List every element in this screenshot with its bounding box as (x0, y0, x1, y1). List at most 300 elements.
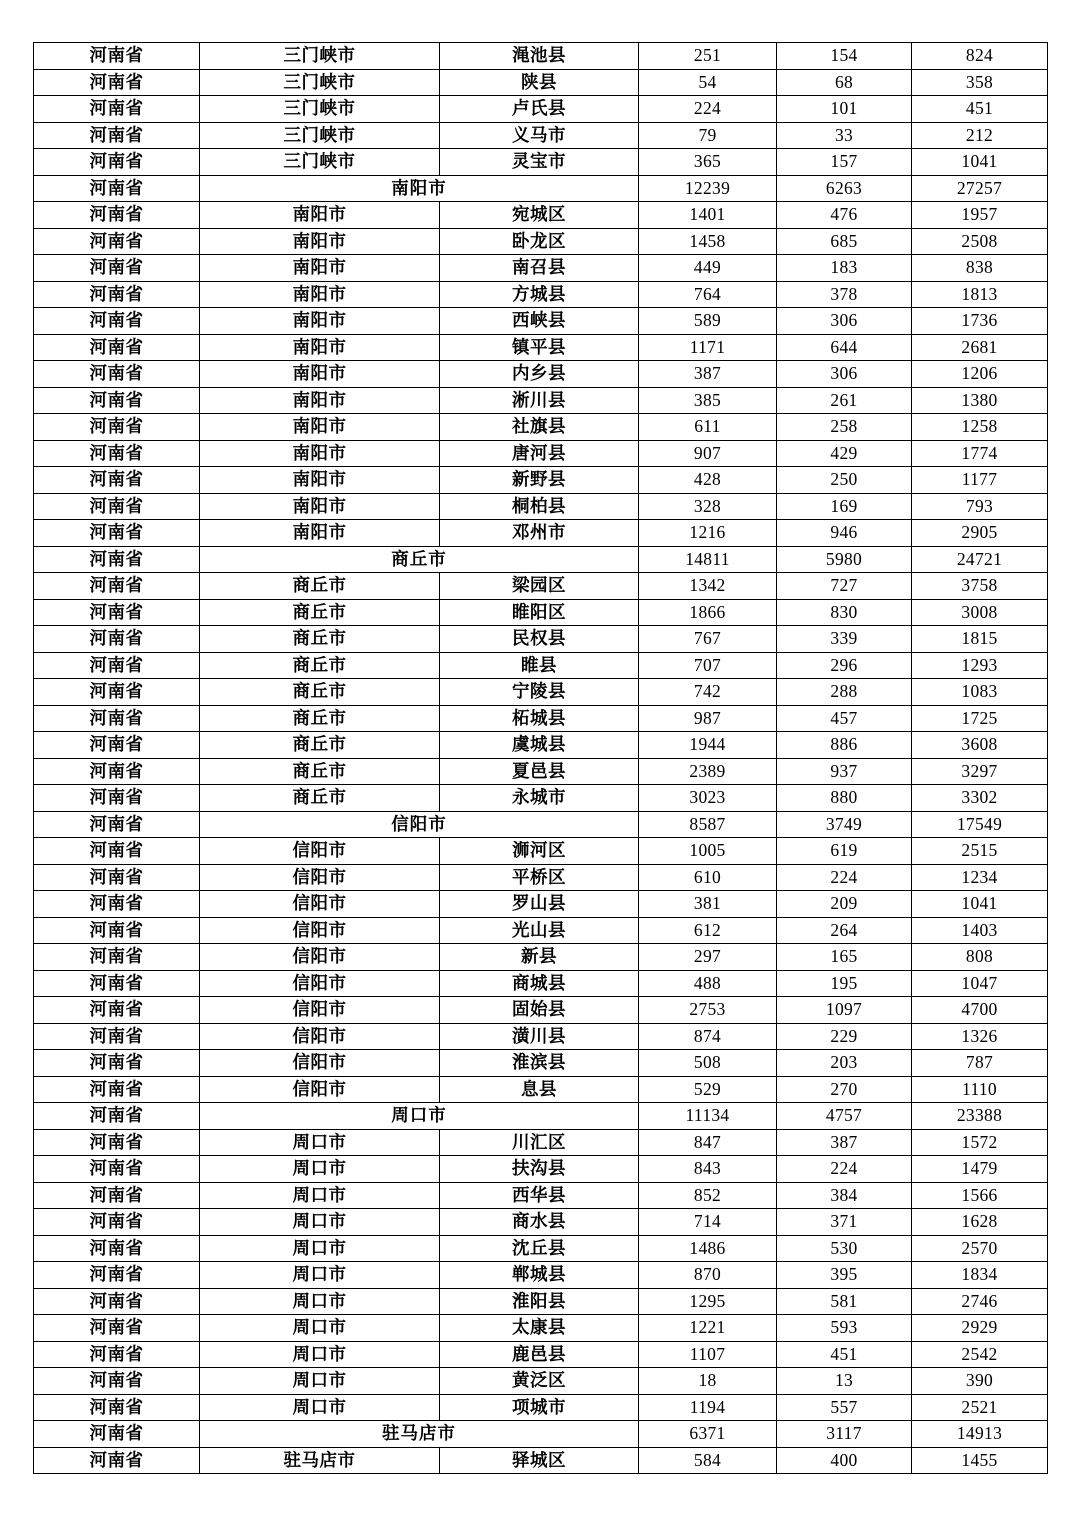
cell-city: 南阳市 (200, 308, 440, 335)
table-row (34, 599, 1048, 626)
cell-province: 河南省 (34, 281, 200, 308)
cell-city: 信阳市 (200, 838, 440, 865)
table-row (34, 944, 1048, 971)
cell-county: 灵宝市 (440, 149, 639, 176)
table-row (34, 758, 1048, 785)
cell-city: 周口市 (200, 1394, 440, 1421)
cell-province: 河南省 (34, 334, 200, 361)
cell-value-3: 3758 (912, 573, 1048, 600)
cell-value-2: 400 (777, 1447, 912, 1474)
cell-value-3: 793 (912, 493, 1048, 520)
cell-city: 三门峡市 (200, 122, 440, 149)
cell-value-1: 987 (639, 705, 777, 732)
cell-value-3: 27257 (912, 175, 1048, 202)
cell-city: 南阳市 (200, 520, 440, 547)
cell-value-1: 843 (639, 1156, 777, 1183)
cell-city: 南阳市 (200, 440, 440, 467)
cell-county: 桐柏县 (440, 493, 639, 520)
cell-value-2: 33 (777, 122, 912, 149)
cell-province: 河南省 (34, 467, 200, 494)
cell-province: 河南省 (34, 599, 200, 626)
table-row (34, 838, 1048, 865)
cell-value-1: 1342 (639, 573, 777, 600)
cell-value-1: 365 (639, 149, 777, 176)
cell-value-2: 619 (777, 838, 912, 865)
table-row (34, 1341, 1048, 1368)
cell-city: 商丘市 (200, 652, 440, 679)
cell-city-total: 周口市 (200, 1103, 639, 1130)
cell-value-1: 847 (639, 1129, 777, 1156)
cell-value-3: 787 (912, 1050, 1048, 1077)
cell-province: 河南省 (34, 758, 200, 785)
cell-value-3: 2570 (912, 1235, 1048, 1262)
cell-value-2: 224 (777, 1156, 912, 1183)
cell-county: 罗山县 (440, 891, 639, 918)
cell-province: 河南省 (34, 1394, 200, 1421)
table-row (34, 1262, 1048, 1289)
table-row (34, 361, 1048, 388)
cell-county: 太康县 (440, 1315, 639, 1342)
cell-value-1: 742 (639, 679, 777, 706)
cell-city-total: 商丘市 (200, 546, 639, 573)
cell-value-3: 2542 (912, 1341, 1048, 1368)
cell-city: 信阳市 (200, 891, 440, 918)
cell-value-1: 488 (639, 970, 777, 997)
cell-value-3: 1258 (912, 414, 1048, 441)
cell-province: 河南省 (34, 811, 200, 838)
cell-province: 河南省 (34, 573, 200, 600)
cell-value-3: 1041 (912, 891, 1048, 918)
cell-province: 河南省 (34, 1368, 200, 1395)
cell-city: 周口市 (200, 1235, 440, 1262)
cell-value-3: 3302 (912, 785, 1048, 812)
cell-value-1: 1194 (639, 1394, 777, 1421)
cell-value-1: 3023 (639, 785, 777, 812)
table-row (34, 467, 1048, 494)
cell-value-3: 390 (912, 1368, 1048, 1395)
cell-city: 南阳市 (200, 414, 440, 441)
cell-city: 信阳市 (200, 1076, 440, 1103)
cell-value-3: 824 (912, 43, 1048, 70)
cell-city: 商丘市 (200, 732, 440, 759)
cell-province: 河南省 (34, 1421, 200, 1448)
cell-value-2: 13 (777, 1368, 912, 1395)
cell-county: 淮阳县 (440, 1288, 639, 1315)
cell-value-1: 767 (639, 626, 777, 653)
cell-county: 淮滨县 (440, 1050, 639, 1077)
table-row (34, 228, 1048, 255)
table-row (34, 1394, 1048, 1421)
cell-value-1: 6371 (639, 1421, 777, 1448)
cell-value-3: 1083 (912, 679, 1048, 706)
cell-value-3: 1957 (912, 202, 1048, 229)
cell-province: 河南省 (34, 1262, 200, 1289)
cell-city: 信阳市 (200, 864, 440, 891)
cell-value-3: 1566 (912, 1182, 1048, 1209)
cell-value-2: 593 (777, 1315, 912, 1342)
cell-value-2: 339 (777, 626, 912, 653)
cell-value-2: 395 (777, 1262, 912, 1289)
cell-value-1: 529 (639, 1076, 777, 1103)
cell-value-3: 1736 (912, 308, 1048, 335)
table-row (34, 122, 1048, 149)
cell-province: 河南省 (34, 732, 200, 759)
cell-city: 南阳市 (200, 387, 440, 414)
cell-city: 信阳市 (200, 1023, 440, 1050)
cell-value-1: 328 (639, 493, 777, 520)
cell-county: 黄泛区 (440, 1368, 639, 1395)
cell-city: 南阳市 (200, 281, 440, 308)
table-row (34, 255, 1048, 282)
cell-county: 社旗县 (440, 414, 639, 441)
cell-city-total: 信阳市 (200, 811, 639, 838)
cell-province: 河南省 (34, 652, 200, 679)
cell-city-total: 南阳市 (200, 175, 639, 202)
cell-value-1: 1486 (639, 1235, 777, 1262)
cell-province: 河南省 (34, 705, 200, 732)
cell-province: 河南省 (34, 69, 200, 96)
cell-county: 西峡县 (440, 308, 639, 335)
cell-value-3: 1177 (912, 467, 1048, 494)
cell-value-1: 612 (639, 917, 777, 944)
cell-value-3: 3297 (912, 758, 1048, 785)
cell-value-1: 251 (639, 43, 777, 70)
cell-county: 镇平县 (440, 334, 639, 361)
cell-value-2: 183 (777, 255, 912, 282)
table-row (34, 732, 1048, 759)
cell-county: 宁陵县 (440, 679, 639, 706)
table-row (34, 387, 1048, 414)
cell-city: 周口市 (200, 1262, 440, 1289)
cell-province: 河南省 (34, 1023, 200, 1050)
cell-value-3: 1774 (912, 440, 1048, 467)
cell-value-1: 18 (639, 1368, 777, 1395)
cell-city: 商丘市 (200, 679, 440, 706)
cell-value-1: 610 (639, 864, 777, 891)
cell-value-2: 727 (777, 573, 912, 600)
cell-value-1: 1171 (639, 334, 777, 361)
cell-county: 卢氏县 (440, 96, 639, 123)
table-row (34, 440, 1048, 467)
cell-value-2: 644 (777, 334, 912, 361)
cell-city: 信阳市 (200, 917, 440, 944)
cell-value-2: 685 (777, 228, 912, 255)
cell-county: 夏邑县 (440, 758, 639, 785)
cell-value-3: 2521 (912, 1394, 1048, 1421)
cell-value-1: 449 (639, 255, 777, 282)
cell-value-3: 1047 (912, 970, 1048, 997)
cell-county: 息县 (440, 1076, 639, 1103)
cell-value-1: 764 (639, 281, 777, 308)
cell-value-1: 54 (639, 69, 777, 96)
cell-value-3: 3008 (912, 599, 1048, 626)
table-row (34, 175, 1048, 202)
table-row (34, 1182, 1048, 1209)
cell-county: 南召县 (440, 255, 639, 282)
cell-county: 永城市 (440, 785, 639, 812)
cell-province: 河南省 (34, 440, 200, 467)
table-row (34, 573, 1048, 600)
cell-value-3: 2905 (912, 520, 1048, 547)
cell-province: 河南省 (34, 785, 200, 812)
cell-value-1: 589 (639, 308, 777, 335)
cell-province: 河南省 (34, 122, 200, 149)
cell-value-3: 3608 (912, 732, 1048, 759)
cell-value-2: 270 (777, 1076, 912, 1103)
cell-county: 驿城区 (440, 1447, 639, 1474)
table-row (34, 308, 1048, 335)
cell-value-1: 387 (639, 361, 777, 388)
cell-city: 三门峡市 (200, 149, 440, 176)
cell-province: 河南省 (34, 917, 200, 944)
cell-value-1: 224 (639, 96, 777, 123)
cell-city: 三门峡市 (200, 69, 440, 96)
cell-county: 柘城县 (440, 705, 639, 732)
cell-value-2: 261 (777, 387, 912, 414)
cell-value-2: 250 (777, 467, 912, 494)
cell-county: 虞城县 (440, 732, 639, 759)
table-row (34, 997, 1048, 1024)
cell-value-3: 2746 (912, 1288, 1048, 1315)
table-row (34, 652, 1048, 679)
table-row (34, 785, 1048, 812)
cell-county: 商水县 (440, 1209, 639, 1236)
cell-province: 河南省 (34, 864, 200, 891)
table-row (34, 679, 1048, 706)
cell-city: 南阳市 (200, 255, 440, 282)
cell-value-2: 451 (777, 1341, 912, 1368)
cell-value-2: 937 (777, 758, 912, 785)
table-row (34, 202, 1048, 229)
cell-value-1: 508 (639, 1050, 777, 1077)
cell-value-2: 5980 (777, 546, 912, 573)
cell-province: 河南省 (34, 361, 200, 388)
cell-city: 驻马店市 (200, 1447, 440, 1474)
cell-value-1: 428 (639, 467, 777, 494)
cell-value-2: 169 (777, 493, 912, 520)
cell-county: 郸城县 (440, 1262, 639, 1289)
cell-county: 渑池县 (440, 43, 639, 70)
cell-county: 光山县 (440, 917, 639, 944)
cell-value-1: 874 (639, 1023, 777, 1050)
table-row (34, 96, 1048, 123)
table-row (34, 1050, 1048, 1077)
cell-value-1: 1221 (639, 1315, 777, 1342)
cell-county: 内乡县 (440, 361, 639, 388)
cell-city: 三门峡市 (200, 96, 440, 123)
cell-value-2: 157 (777, 149, 912, 176)
cell-value-1: 1005 (639, 838, 777, 865)
cell-value-3: 17549 (912, 811, 1048, 838)
cell-city: 南阳市 (200, 228, 440, 255)
cell-value-2: 306 (777, 361, 912, 388)
cell-value-1: 2389 (639, 758, 777, 785)
cell-city: 信阳市 (200, 944, 440, 971)
cell-value-2: 387 (777, 1129, 912, 1156)
table-body (34, 43, 1048, 1474)
cell-value-3: 1041 (912, 149, 1048, 176)
cell-city: 商丘市 (200, 785, 440, 812)
cell-value-2: 378 (777, 281, 912, 308)
cell-value-1: 584 (639, 1447, 777, 1474)
cell-province: 河南省 (34, 1129, 200, 1156)
cell-county: 扶沟县 (440, 1156, 639, 1183)
cell-value-3: 451 (912, 96, 1048, 123)
cell-province: 河南省 (34, 1156, 200, 1183)
cell-county: 陕县 (440, 69, 639, 96)
cell-value-2: 371 (777, 1209, 912, 1236)
table-row (34, 705, 1048, 732)
cell-province: 河南省 (34, 414, 200, 441)
cell-city: 周口市 (200, 1209, 440, 1236)
table-row (34, 334, 1048, 361)
cell-value-2: 384 (777, 1182, 912, 1209)
cell-value-3: 1572 (912, 1129, 1048, 1156)
table-row (34, 520, 1048, 547)
cell-city: 南阳市 (200, 202, 440, 229)
cell-province: 河南省 (34, 1209, 200, 1236)
table-row (34, 891, 1048, 918)
cell-county: 睢县 (440, 652, 639, 679)
cell-value-3: 1206 (912, 361, 1048, 388)
cell-value-3: 838 (912, 255, 1048, 282)
cell-province: 河南省 (34, 679, 200, 706)
cell-value-1: 1458 (639, 228, 777, 255)
cell-province: 河南省 (34, 308, 200, 335)
cell-province: 河南省 (34, 96, 200, 123)
cell-value-3: 212 (912, 122, 1048, 149)
cell-value-2: 476 (777, 202, 912, 229)
cell-value-2: 288 (777, 679, 912, 706)
cell-value-1: 14811 (639, 546, 777, 573)
table-row (34, 1368, 1048, 1395)
cell-city: 周口市 (200, 1315, 440, 1342)
cell-county: 淅川县 (440, 387, 639, 414)
cell-value-2: 457 (777, 705, 912, 732)
cell-city: 南阳市 (200, 361, 440, 388)
cell-value-3: 1813 (912, 281, 1048, 308)
cell-value-1: 1295 (639, 1288, 777, 1315)
cell-province: 河南省 (34, 1447, 200, 1474)
cell-value-3: 2515 (912, 838, 1048, 865)
cell-value-2: 154 (777, 43, 912, 70)
cell-value-1: 707 (639, 652, 777, 679)
cell-value-2: 3117 (777, 1421, 912, 1448)
cell-county: 方城县 (440, 281, 639, 308)
cell-value-2: 203 (777, 1050, 912, 1077)
cell-city: 南阳市 (200, 334, 440, 361)
cell-value-3: 1326 (912, 1023, 1048, 1050)
cell-county: 固始县 (440, 997, 639, 1024)
cell-value-2: 296 (777, 652, 912, 679)
table-row (34, 917, 1048, 944)
cell-value-2: 229 (777, 1023, 912, 1050)
cell-value-1: 1216 (639, 520, 777, 547)
cell-city: 周口市 (200, 1288, 440, 1315)
table-row (34, 1315, 1048, 1342)
table-row (34, 1288, 1048, 1315)
table-row (34, 1235, 1048, 1262)
cell-city: 商丘市 (200, 705, 440, 732)
cell-city: 周口市 (200, 1368, 440, 1395)
cell-province: 河南省 (34, 1288, 200, 1315)
cell-value-2: 429 (777, 440, 912, 467)
cell-province: 河南省 (34, 202, 200, 229)
cell-county: 沈丘县 (440, 1235, 639, 1262)
cell-province: 河南省 (34, 255, 200, 282)
cell-value-2: 195 (777, 970, 912, 997)
cell-province: 河南省 (34, 1076, 200, 1103)
statistics-table (33, 42, 1048, 1474)
cell-city: 信阳市 (200, 997, 440, 1024)
cell-value-2: 258 (777, 414, 912, 441)
cell-value-1: 852 (639, 1182, 777, 1209)
cell-city: 商丘市 (200, 758, 440, 785)
cell-value-1: 385 (639, 387, 777, 414)
cell-city: 周口市 (200, 1129, 440, 1156)
cell-value-1: 1401 (639, 202, 777, 229)
cell-value-2: 530 (777, 1235, 912, 1262)
cell-city: 周口市 (200, 1341, 440, 1368)
cell-value-3: 1293 (912, 652, 1048, 679)
cell-value-3: 1110 (912, 1076, 1048, 1103)
table-row (34, 546, 1048, 573)
cell-value-1: 611 (639, 414, 777, 441)
cell-county: 新县 (440, 944, 639, 971)
cell-county: 新野县 (440, 467, 639, 494)
cell-city: 周口市 (200, 1182, 440, 1209)
cell-value-3: 2929 (912, 1315, 1048, 1342)
cell-county: 项城市 (440, 1394, 639, 1421)
cell-value-2: 1097 (777, 997, 912, 1024)
cell-value-3: 14913 (912, 1421, 1048, 1448)
cell-county: 商城县 (440, 970, 639, 997)
cell-value-2: 557 (777, 1394, 912, 1421)
cell-county: 平桥区 (440, 864, 639, 891)
cell-county: 西华县 (440, 1182, 639, 1209)
cell-county: 梁园区 (440, 573, 639, 600)
cell-province: 河南省 (34, 1182, 200, 1209)
cell-value-3: 808 (912, 944, 1048, 971)
cell-value-2: 886 (777, 732, 912, 759)
cell-city: 信阳市 (200, 970, 440, 997)
cell-province: 河南省 (34, 626, 200, 653)
table-row (34, 1103, 1048, 1130)
cell-value-2: 264 (777, 917, 912, 944)
table-row (34, 493, 1048, 520)
cell-value-2: 209 (777, 891, 912, 918)
cell-province: 河南省 (34, 1103, 200, 1130)
cell-city: 南阳市 (200, 493, 440, 520)
cell-county: 鹿邑县 (440, 1341, 639, 1368)
cell-province: 河南省 (34, 493, 200, 520)
cell-value-1: 714 (639, 1209, 777, 1236)
cell-value-2: 946 (777, 520, 912, 547)
cell-value-1: 79 (639, 122, 777, 149)
table-row (34, 69, 1048, 96)
cell-county: 唐河县 (440, 440, 639, 467)
cell-value-3: 24721 (912, 546, 1048, 573)
table-row (34, 626, 1048, 653)
cell-value-3: 2508 (912, 228, 1048, 255)
cell-province: 河南省 (34, 1050, 200, 1077)
cell-province: 河南省 (34, 838, 200, 865)
table-row (34, 281, 1048, 308)
cell-province: 河南省 (34, 1235, 200, 1262)
cell-city: 信阳市 (200, 1050, 440, 1077)
cell-value-1: 2753 (639, 997, 777, 1024)
cell-province: 河南省 (34, 997, 200, 1024)
